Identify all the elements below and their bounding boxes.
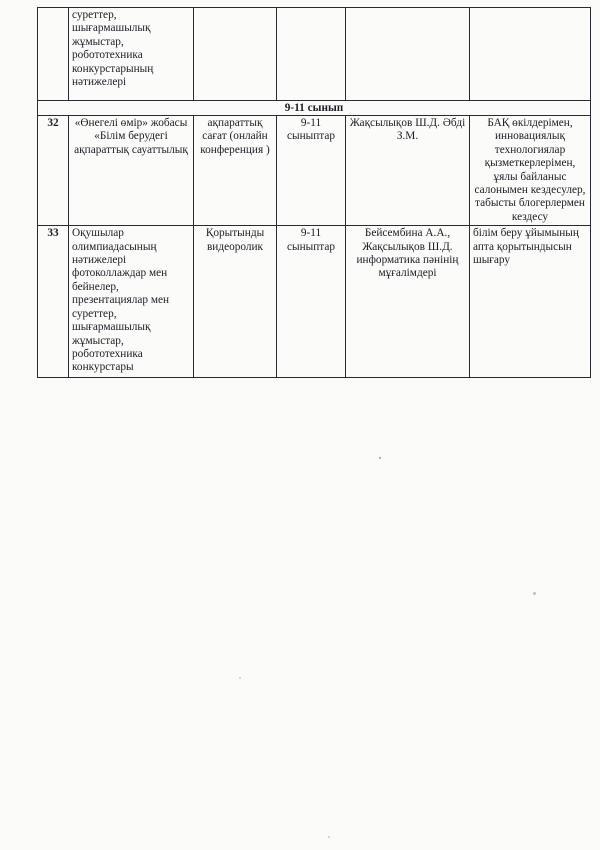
form-cell: ақпараттық сағат (онлайн конференция ) [194,116,277,226]
section-title: 9-11 сынып [38,101,591,116]
grade-cell: 9-11 сыныптар [277,116,346,226]
form-cell: Қорытынды видеоролик [194,226,277,378]
row-number: 32 [38,116,69,226]
result-cell: БАҚ өкілдерімен, инновациялық технологиялар қызметкерлерімен, ұялы байланыс салонымен кездесулер, табысты блогерлермен кездесу [470,116,591,226]
section-header-row [38,101,591,116]
result-cell [470,8,591,101]
table-row [38,116,591,226]
scan-speck [533,592,536,595]
event-plan-table [37,7,591,378]
table-row [38,8,591,101]
responsible-cell: Бейсембина А.А., Жақсылықов Ш.Д. информатика пәнінің мұғалімдері [346,226,470,378]
scan-speck [379,457,381,459]
row-number: 33 [38,226,69,378]
event-cell: суреттер, шығармашылық жұмыстар, робототехника конкурстарының нәтижелері [69,8,194,101]
scan-speck [328,836,330,838]
responsible-cell [346,8,470,101]
event-cell: Оқушылар олимпиадасының нәтижелері фотоколлаждар мен бейнелер, презентациялар мен суреттер, шығармашылық жұмыстар, робототехника конкурстары [69,226,194,378]
event-cell: «Өнегелі өмір» жобасы «Білім берудегі ақпараттық сауаттылық [69,116,194,226]
row-number [38,8,69,101]
grade-cell [277,8,346,101]
table-row [38,226,591,378]
result-cell: білім беру ұйымының апта қорытындысын шығару [470,226,591,378]
responsible-cell: Жақсылықов Ш.Д. Әбді З.М. [346,116,470,226]
form-cell [194,8,277,101]
scan-speck [239,677,241,679]
grade-cell: 9-11 сыныптар [277,226,346,378]
